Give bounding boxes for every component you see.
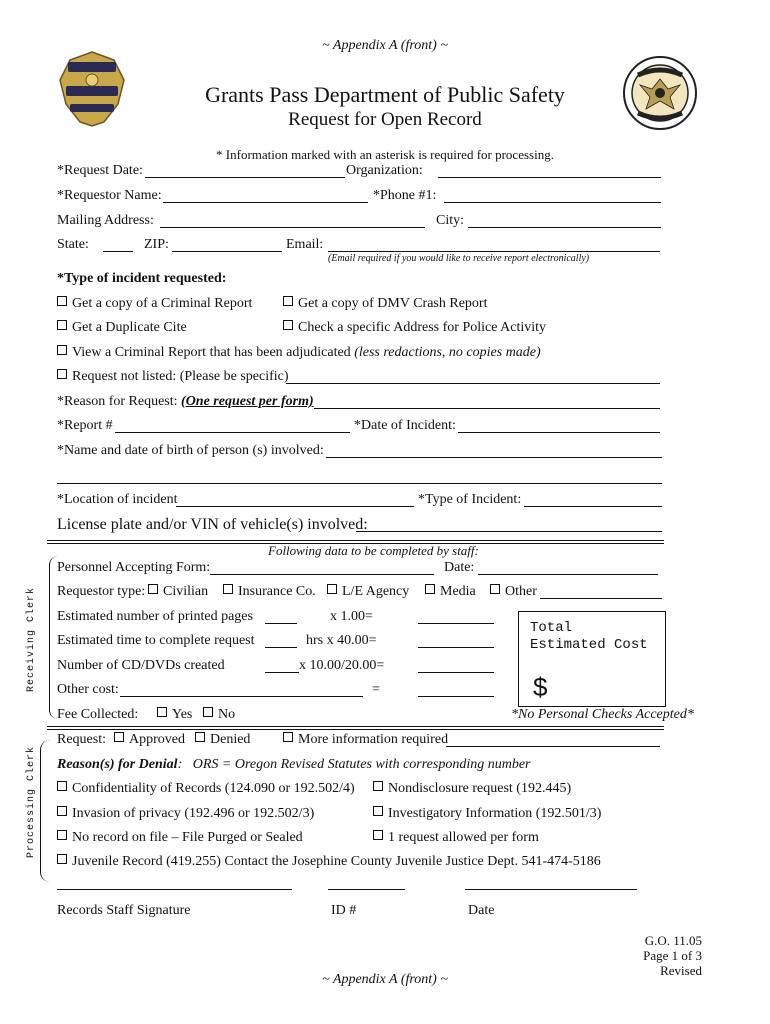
other-cost-eq: = xyxy=(372,682,380,697)
organization-field[interactable] xyxy=(438,177,661,178)
total-label: Total xyxy=(530,620,573,636)
requestor-name-label: *Requestor Name: xyxy=(57,188,162,203)
printed-rate: x 1.00= xyxy=(330,609,373,624)
zip-label: ZIP: xyxy=(144,237,169,252)
time-field[interactable] xyxy=(265,647,297,648)
staff-signature-field[interactable] xyxy=(57,889,292,890)
email-note: (Email required if you would like to receive report electronically) xyxy=(328,253,590,264)
denial-investigatory[interactable]: Investigatory Information (192.501/3) xyxy=(373,806,601,822)
signature-date-label: Date xyxy=(468,903,495,918)
footer-revised: Revised xyxy=(660,963,702,978)
checkbox[interactable] xyxy=(57,369,67,379)
option-dmv-crash[interactable]: Get a copy of DMV Crash Report xyxy=(283,296,488,312)
checkbox[interactable] xyxy=(157,707,167,717)
location-label: *Location of incident xyxy=(57,492,178,507)
cds-total-field[interactable] xyxy=(418,672,494,673)
printed-pages-field[interactable] xyxy=(265,623,297,624)
license-plate-label: License plate and/or VIN of vehicle(s) involved: xyxy=(57,516,368,533)
denial-confidentiality[interactable]: Confidentiality of Records (124.090 or 192.502/4) xyxy=(57,781,355,797)
denial-no-record[interactable]: No record on file – File Purged or Sealed xyxy=(57,830,303,846)
checkbox[interactable] xyxy=(57,806,67,816)
other-cost-label: Other cost: xyxy=(57,682,119,697)
id-label: ID # xyxy=(331,903,357,918)
mailing-address-label: Mailing Address: xyxy=(57,213,154,228)
cds-field[interactable] xyxy=(265,672,299,673)
personnel-field[interactable] xyxy=(210,574,434,575)
email-field[interactable] xyxy=(328,251,660,252)
printed-pages-label: Estimated number of printed pages xyxy=(57,609,253,624)
type-of-incident-field[interactable] xyxy=(524,506,662,507)
other-total-field[interactable] xyxy=(418,696,494,697)
type-le-agency[interactable]: L/E Agency xyxy=(327,584,409,600)
checkbox[interactable] xyxy=(57,345,67,355)
denial-privacy[interactable]: Invasion of privacy (192.496 or 192.502/3) xyxy=(57,806,314,822)
phone-label: *Phone #1: xyxy=(373,188,437,203)
estimated-cost-label: Estimated Cost xyxy=(530,637,648,653)
other-cost-field[interactable] xyxy=(120,696,363,697)
not-listed-field[interactable] xyxy=(286,383,660,384)
checkbox[interactable] xyxy=(327,584,337,594)
checkbox[interactable] xyxy=(57,781,67,791)
asterisk-note: * Information marked with an asterisk is required for processing. xyxy=(216,147,554,162)
date-of-incident-label: *Date of Incident: xyxy=(354,418,456,433)
status-denied[interactable]: Denied xyxy=(195,732,250,748)
request-date-label: *Request Date: xyxy=(57,163,143,178)
option-criminal-report[interactable]: Get a copy of a Criminal Report xyxy=(57,296,252,312)
checkbox[interactable] xyxy=(373,781,383,791)
mailing-address-field[interactable] xyxy=(160,227,425,228)
cds-rate: x 10.00/20.00= xyxy=(299,658,385,673)
receiving-clerk-label: Receiving Clerk xyxy=(26,586,37,692)
checkbox[interactable] xyxy=(373,830,383,840)
organization-label: Organization: xyxy=(346,163,423,178)
denial-nondisclosure[interactable]: Nondisclosure request (192.445) xyxy=(373,781,571,797)
checkbox[interactable] xyxy=(57,320,67,330)
checkbox[interactable] xyxy=(490,584,500,594)
page-subtitle: Request for Open Record xyxy=(288,109,482,130)
reason-label: *Reason for Request: (One request per form) xyxy=(57,394,314,409)
option-not-listed[interactable]: Request not listed: (Please be specific) xyxy=(57,369,289,385)
location-field[interactable] xyxy=(176,506,414,507)
state-label: State: xyxy=(57,237,89,252)
processing-clerk-label: Processing Clerk xyxy=(26,745,37,858)
appendix-top: ~ Appendix A (front) ~ xyxy=(322,38,448,53)
dollar-sign: $ xyxy=(533,672,548,702)
requestor-type-label: Requestor type: xyxy=(57,584,146,599)
denial-heading: Reason(s) for Denial: ORS = Oregon Revised Statutes with corresponding number xyxy=(57,757,531,772)
report-no-field[interactable] xyxy=(115,432,350,433)
more-info-field[interactable] xyxy=(446,746,660,747)
type-insurance[interactable]: Insurance Co. xyxy=(223,584,316,600)
staff-heading: Following data to be completed by staff: xyxy=(268,543,479,558)
checkbox[interactable] xyxy=(203,707,213,717)
phone-field[interactable] xyxy=(444,202,661,203)
denial-juvenile[interactable]: Juvenile Record (419.255) Contact the Josephine County Juvenile Justice Dept. 541-474-5186 xyxy=(57,854,601,870)
reason-field[interactable] xyxy=(314,408,660,409)
type-of-incident-label: *Type of Incident: xyxy=(418,492,522,507)
appendix-bottom: ~ Appendix A (front) ~ xyxy=(322,972,448,987)
time-rate: hrs x 40.00= xyxy=(306,633,377,648)
request-status-label: Request: xyxy=(57,732,106,747)
footer-go: G.O. 11.05 xyxy=(644,933,702,948)
date-of-incident-field[interactable] xyxy=(458,432,660,433)
name-dob-label: *Name and date of birth of person (s) involved: xyxy=(57,443,324,458)
incident-heading: *Type of incident requested: xyxy=(57,271,227,286)
request-date-field[interactable] xyxy=(145,177,345,178)
name-dob-field[interactable] xyxy=(326,457,662,458)
city-label: City: xyxy=(436,213,465,228)
checkbox[interactable] xyxy=(148,584,158,594)
zip-field[interactable] xyxy=(172,251,282,252)
processing-divider xyxy=(47,726,664,730)
footer-page: Page 1 of 3 xyxy=(643,948,702,963)
status-approved[interactable]: Approved xyxy=(114,732,185,748)
denial-one-request[interactable]: 1 request allowed per form xyxy=(373,830,539,846)
option-adjudicated[interactable]: View a Criminal Report that has been adjudicated (less redactions, no copies made) xyxy=(57,345,541,361)
type-civilian[interactable]: Civilian xyxy=(148,584,208,600)
checkbox[interactable] xyxy=(57,830,67,840)
no-checks-note: *No Personal Checks Accepted* xyxy=(511,707,694,722)
total-cost-box[interactable] xyxy=(518,611,666,707)
page-title: Grants Pass Department of Public Safety xyxy=(205,82,565,107)
fee-yes[interactable]: Yes xyxy=(157,707,192,723)
other-type-field[interactable] xyxy=(540,598,662,599)
option-duplicate-cite[interactable]: Get a Duplicate Cite xyxy=(57,320,187,336)
processing-brace xyxy=(40,740,51,882)
personnel-label: Personnel Accepting Form: xyxy=(57,560,211,575)
time-total-field[interactable] xyxy=(418,647,494,648)
printed-total-field[interactable] xyxy=(418,623,494,624)
state-field[interactable] xyxy=(103,251,133,252)
name-dob-field-2[interactable] xyxy=(57,483,662,484)
checkbox[interactable] xyxy=(223,584,233,594)
checkbox[interactable] xyxy=(57,854,67,864)
type-media[interactable]: Media xyxy=(425,584,476,600)
checkbox[interactable] xyxy=(114,732,124,742)
status-more-info[interactable]: More information required xyxy=(283,732,448,748)
checkbox[interactable] xyxy=(283,320,293,330)
id-field[interactable] xyxy=(328,889,405,890)
type-other[interactable]: Other xyxy=(490,584,537,600)
city-field[interactable] xyxy=(468,227,661,228)
date-field[interactable] xyxy=(478,574,658,575)
requestor-name-field[interactable] xyxy=(163,202,368,203)
checkbox[interactable] xyxy=(195,732,205,742)
staff-signature-label: Records Staff Signature xyxy=(57,903,191,918)
checkbox[interactable] xyxy=(57,296,67,306)
date-label: Date: xyxy=(444,560,475,575)
checkbox[interactable] xyxy=(425,584,435,594)
report-no-label: *Report # xyxy=(57,418,113,433)
signature-date-field[interactable] xyxy=(465,889,637,890)
cds-label: Number of CD/DVDs created xyxy=(57,658,225,673)
fee-collected-label: Fee Collected: xyxy=(57,707,139,722)
checkbox[interactable] xyxy=(283,296,293,306)
checkbox[interactable] xyxy=(283,732,293,742)
fee-no[interactable]: No xyxy=(203,707,235,723)
email-label: Email: xyxy=(286,237,324,252)
option-address-check[interactable]: Check a specific Address for Police Activity xyxy=(283,320,546,336)
license-plate-field[interactable] xyxy=(356,531,662,532)
time-label: Estimated time to complete request xyxy=(57,633,255,648)
checkbox[interactable] xyxy=(373,806,383,816)
